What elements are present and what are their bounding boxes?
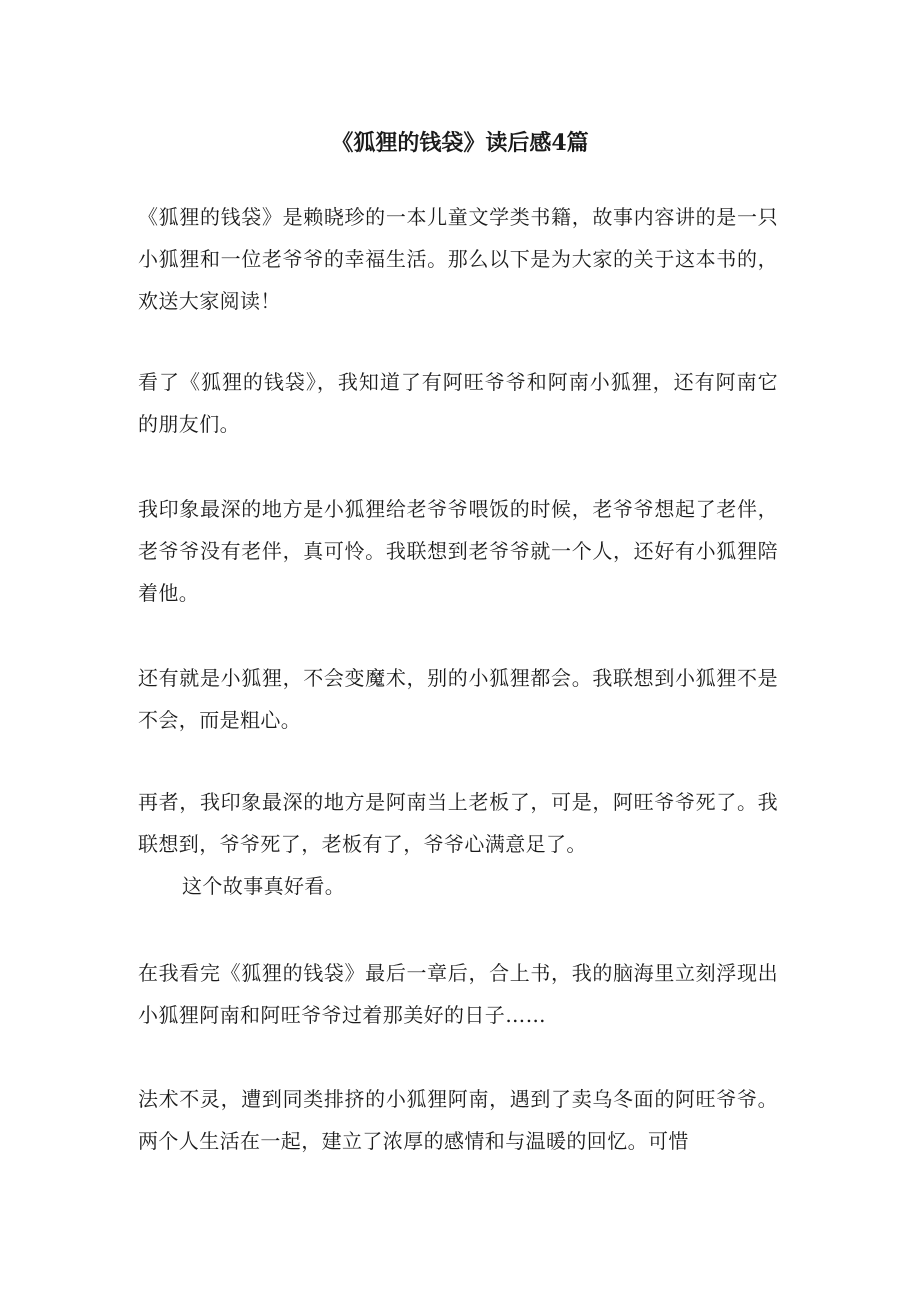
paragraph-magic: 还有就是小狐狸，不会变魔术，别的小狐狸都会。我联想到小狐狸不是不会，而是粗心。 xyxy=(138,666,778,732)
document-title: 《狐狸的钱袋》读后感4篇 xyxy=(331,129,589,156)
paragraph-good-story: 这个故事真好看。 xyxy=(182,874,346,898)
paragraph-after-reading: 在我看完《狐狸的钱袋》最后一章后，合上书，我的脑海里立刻浮现出小狐狸阿南和阿旺爷爷过着那美好的日子…… xyxy=(138,961,778,1027)
paragraph-characters: 看了《狐狸的钱袋》，我知道了有阿旺爷爷和阿南小狐狸，还有阿南它的朋友们。 xyxy=(138,370,778,436)
paragraph-feeding-scene: 我印象最深的地方是小狐狸给老爷爷喂饭的时候，老爷爷想起了老伴，老爷爷没有老伴，真可怜。我联想到老爷爷就一个人，还好有小狐狸陪着他。 xyxy=(138,497,778,605)
paragraph-boss: 再者，我印象最深的地方是阿南当上老板了，可是，阿旺爷爷死了。我联想到，爷爷死了，老板有了，爷爷心满意足了。 xyxy=(138,790,778,856)
paragraph-intro: 《狐狸的钱袋》是赖晓珍的一本儿童文学类书籍，故事内容讲的是一只小狐狸和一位老爷爷的幸福生活。那么以下是为大家的关于这本书的，欢送大家阅读！ xyxy=(138,205,778,313)
paragraph-summary: 法术不灵，遭到同类排挤的小狐狸阿南，遇到了卖乌冬面的阿旺爷爷。两个人生活在一起，建立了浓厚的感情和与温暖的回忆。可惜 xyxy=(138,1087,778,1153)
